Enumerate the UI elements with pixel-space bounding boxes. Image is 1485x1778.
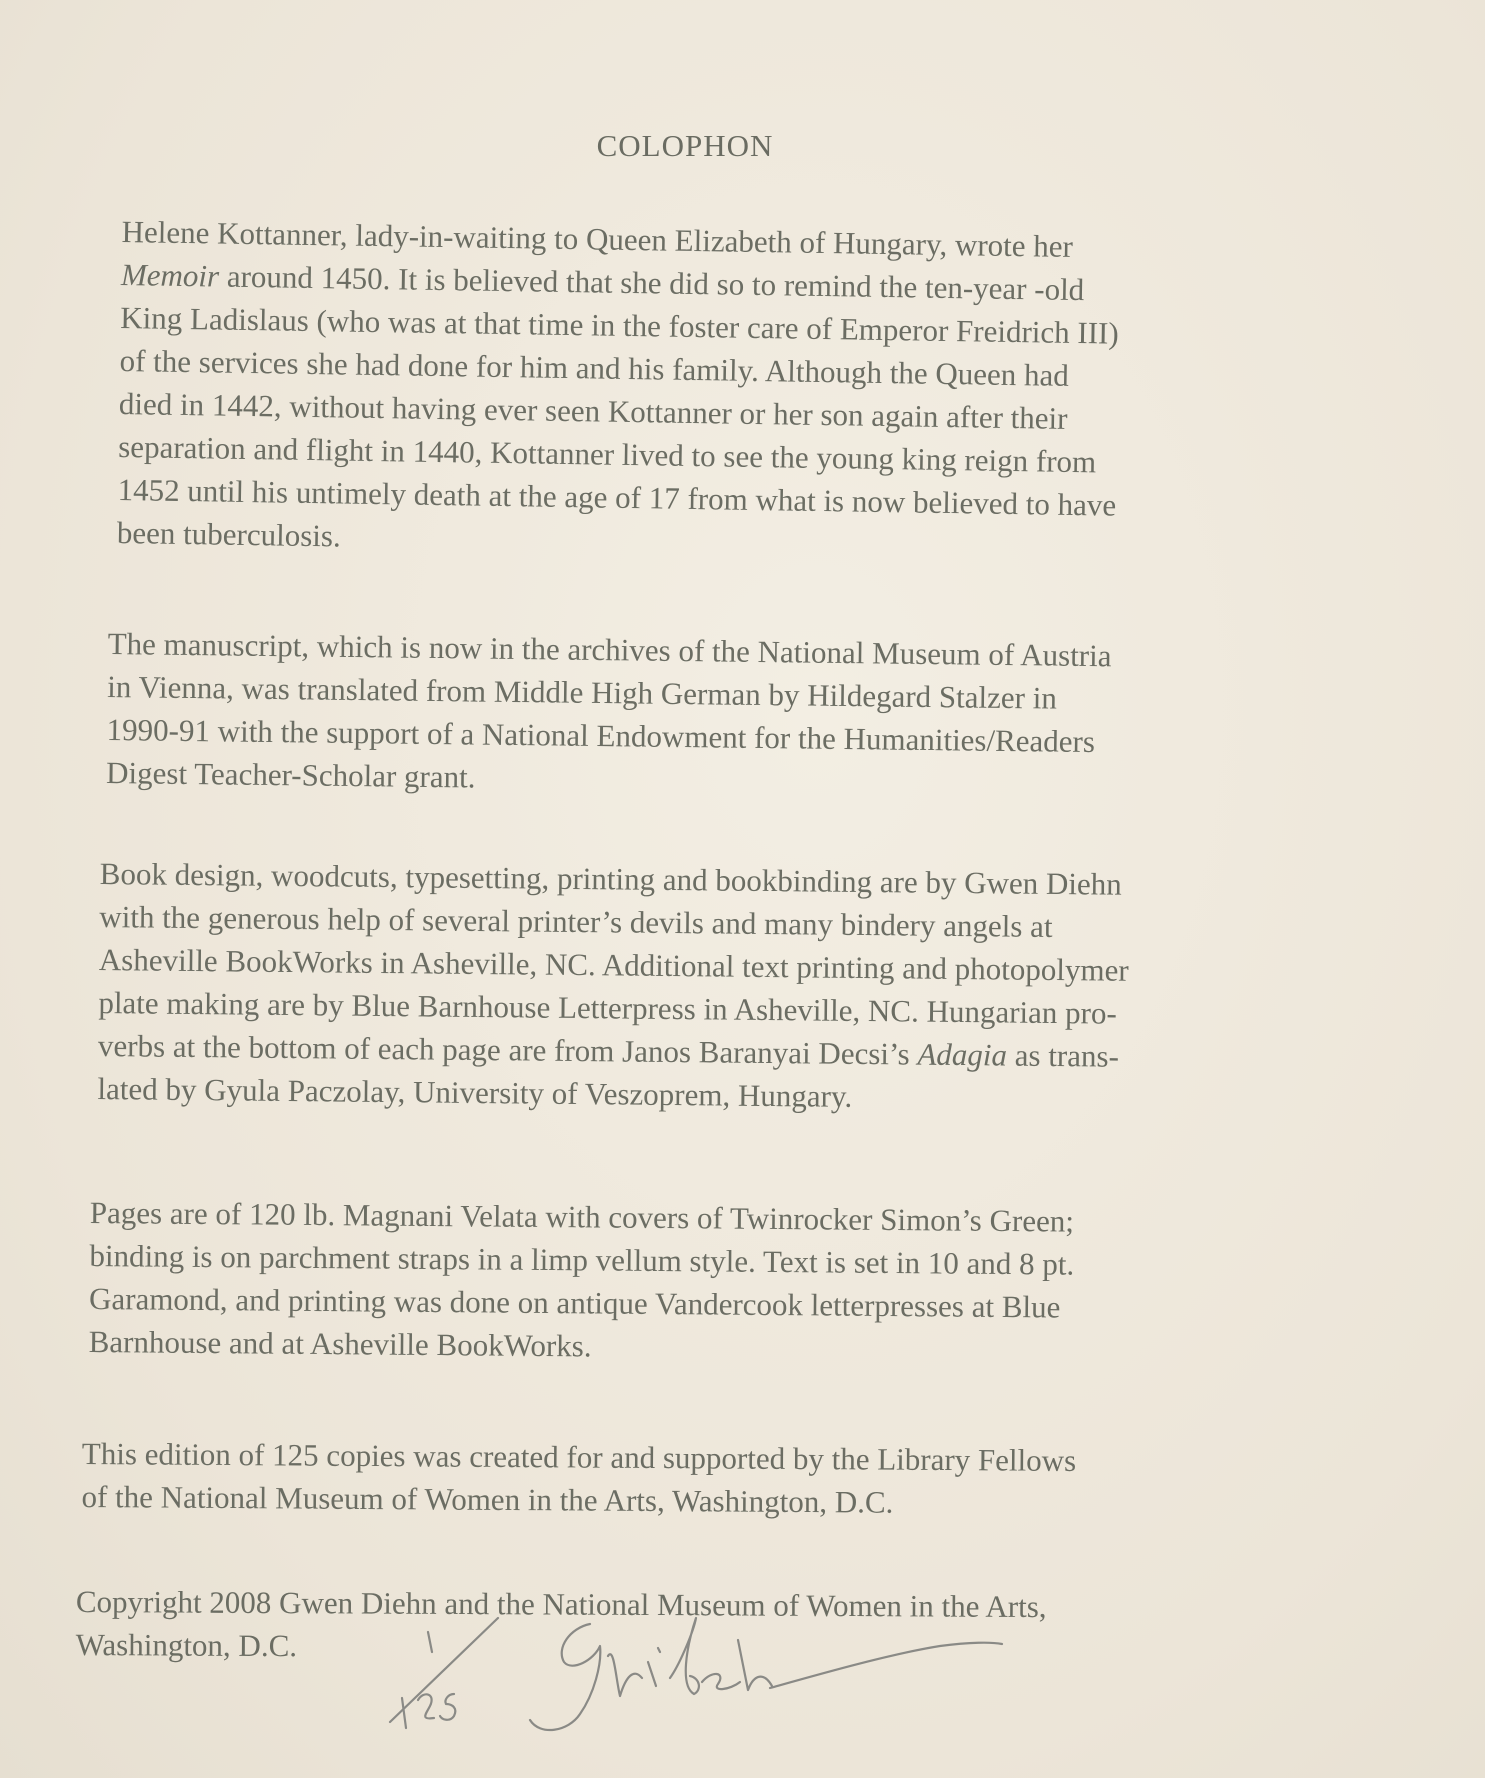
text-line: 1452 until his untimely death at the age of 17 from what is now believed to have xyxy=(117,471,1117,523)
text-line: King Ladislaus (who was at that time in the foster care of Emperor Freidrich III) xyxy=(120,299,1120,351)
edition-number-handwritten xyxy=(390,1618,498,1728)
paragraph-translation xyxy=(106,622,1112,806)
text-line: of the services she had done for him and his family. Although the Queen had xyxy=(119,342,1070,393)
text-line: in Vienna, was translated from Middle High German by Hildegard Stalzer in xyxy=(106,668,1058,716)
text-line: died in 1442, without having ever seen Kottanner or her son again after their xyxy=(118,385,1068,436)
text-line: 1990-91 with the support of a National Endowment for the Humanities/Readers xyxy=(106,711,1096,760)
paragraph-book-design xyxy=(97,852,1130,1121)
paragraph-history xyxy=(117,210,1121,570)
text-line: Helene Kottanner, lady-in-waiting to Queen Elizabeth of Hungary, wrote her xyxy=(121,213,1074,264)
text-line: been tuberculosis. xyxy=(116,514,342,554)
text-line: Garamond, and printing was done on antique Vandercook letterpresses at Blue xyxy=(88,1280,1061,1325)
text-line: lated by Gyula Paczolay, University of Veszoprem, Hungary. xyxy=(97,1070,853,1114)
text-line: plate making are by Blue Barnhouse Letterpress in Asheville, NC. Hungarian pro- xyxy=(98,984,1117,1031)
edition-number-text: 1/125 xyxy=(410,1390,413,1391)
page-title: COLOPHON xyxy=(596,128,774,163)
signature-text: G. Diehn xyxy=(580,1390,584,1391)
text-line: Copyright 2008 Gwen Diehn and the National Museum of Women in the Arts, xyxy=(75,1584,1047,1625)
text-line: verbs at the bottom of each page are from Janos Baranyai Decsi’s Adagia as trans- xyxy=(97,1027,1120,1074)
text-line: Asheville BookWorks in Asheville, NC. Additional text printing and photopolymer xyxy=(98,941,1129,988)
text-line: Memoir around 1450. It is believed that she did so to remind the ten-year -old xyxy=(120,256,1085,308)
text-line: The manuscript, which is now in the archives of the National Museum of Austria xyxy=(107,625,1112,674)
text-line: This edition of 125 copies was created for and supported by the Library Fellows xyxy=(81,1435,1077,1478)
text-line: separation and flight in 1440, Kottanner lived to see the young king reign from xyxy=(118,428,1097,480)
text-line: Washington, D.C. xyxy=(75,1626,298,1664)
paragraph-materials xyxy=(88,1191,1074,1372)
text-line: Barnhouse and at Asheville BookWorks. xyxy=(88,1323,592,1364)
signature-handwritten xyxy=(530,1618,1002,1730)
text-line: with the generous help of several printer’s devils and many bindery angels at xyxy=(99,898,1053,944)
text-line: Book design, woodcuts, typesetting, printing and bookbinding are by Gwen Diehn xyxy=(99,855,1122,902)
text-line: Digest Teacher-Scholar grant. xyxy=(105,754,476,795)
text-line: of the National Museum of Women in the Arts, Washington, D.C. xyxy=(81,1478,894,1520)
text-line: Pages are of 120 lb. Magnani Velata with covers of Twinrocker Simon’s Green; xyxy=(89,1194,1075,1239)
paragraph-edition xyxy=(81,1432,1076,1525)
text-line: binding is on parchment straps in a limp vellum style. Text is set in 10 and 8 pt. xyxy=(89,1237,1075,1282)
